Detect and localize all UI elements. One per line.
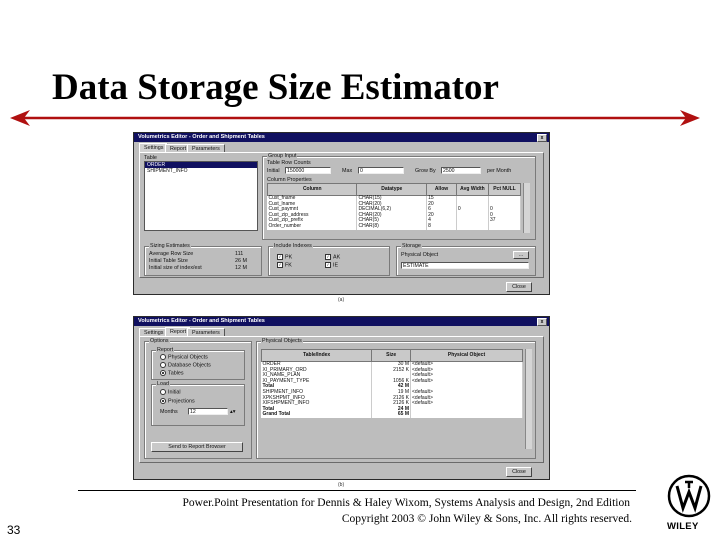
include-indexes-label: Include Indexes bbox=[274, 243, 312, 249]
ie-checkbox[interactable] bbox=[325, 262, 338, 268]
cell: <default> bbox=[411, 379, 523, 385]
cell: 1056 K bbox=[372, 379, 411, 385]
cell: Order_number bbox=[268, 224, 357, 230]
column-header: Allow bbox=[427, 184, 457, 196]
tables-label: Table bbox=[144, 155, 157, 161]
window-a-titlebar bbox=[134, 133, 549, 142]
sizing-estimates-label: Sizing Estimates bbox=[150, 243, 190, 249]
table-header-row bbox=[262, 350, 523, 362]
cell bbox=[488, 224, 520, 230]
figure-caption-a: (a) bbox=[338, 297, 345, 303]
window-b-titlebar bbox=[134, 317, 549, 326]
cell: CHAR(5) bbox=[357, 218, 427, 224]
column-header: Datatype bbox=[357, 184, 427, 196]
months-select[interactable]: 12 bbox=[188, 408, 228, 415]
footer-copyright: Copyright 2003 © John Wiley & Sons, Inc. All rights reserved. bbox=[341, 513, 632, 525]
fk-label: FK bbox=[285, 262, 292, 269]
radio-label: Initial bbox=[168, 389, 181, 396]
column-header: Pct NULL bbox=[488, 184, 520, 196]
cell: Cust_fname bbox=[268, 196, 357, 202]
checkbox-icon: ✓ bbox=[326, 254, 330, 259]
sizing-estimates-group bbox=[144, 243, 262, 276]
radio-selected-icon bbox=[160, 398, 166, 404]
initial-index-size-value: 12 M bbox=[235, 265, 247, 271]
pk-label: PK bbox=[285, 254, 293, 261]
cell bbox=[456, 224, 488, 230]
list-item[interactable]: SHIPMENT_INFO bbox=[147, 168, 188, 174]
table-list[interactable] bbox=[144, 161, 258, 231]
storage-select[interactable]: ESTIMATE bbox=[401, 262, 529, 269]
cell: 0 bbox=[488, 213, 520, 219]
radio-icon bbox=[160, 389, 166, 395]
initial-rows-input[interactable]: 150000 bbox=[285, 167, 331, 174]
options-group bbox=[144, 338, 252, 459]
storage-label: Storage bbox=[402, 243, 421, 249]
ie-label: IE bbox=[333, 262, 339, 269]
radio-label: Projections bbox=[168, 398, 195, 405]
tab-parameters[interactable]: Parameters bbox=[187, 328, 225, 337]
growth-group bbox=[262, 153, 536, 240]
cell: SHIPMENT_INFO bbox=[262, 390, 372, 396]
tab-settings[interactable]: Settings bbox=[139, 328, 168, 337]
cell: CHAR(15) bbox=[357, 196, 427, 202]
cell: <default> bbox=[411, 373, 523, 379]
cell: 0 bbox=[488, 207, 520, 213]
spinner-icon[interactable]: ▴▾ bbox=[230, 409, 236, 415]
column-properties-table[interactable] bbox=[267, 183, 521, 230]
physical-object-label: Physical Object bbox=[401, 252, 439, 258]
column-properties-label: Column Properties bbox=[267, 177, 312, 183]
row-counts-label: Table Row Counts bbox=[267, 160, 311, 166]
cell: 19 M bbox=[372, 390, 411, 396]
cell: CHAR(20) bbox=[357, 213, 427, 219]
avg-row-size-label: Average Row Size bbox=[149, 251, 194, 257]
column-header: Size bbox=[372, 350, 411, 362]
report-subgroup bbox=[151, 347, 245, 380]
table-row[interactable] bbox=[268, 224, 521, 230]
radio-label: Database Objects bbox=[168, 362, 211, 369]
cell: 20 bbox=[427, 202, 457, 208]
close-button[interactable]: Close bbox=[506, 467, 532, 477]
cell: 20 bbox=[427, 213, 457, 219]
cell: Cust_lname bbox=[268, 202, 357, 208]
ak-checkbox[interactable] bbox=[325, 254, 340, 260]
pk-checkbox[interactable] bbox=[277, 254, 292, 260]
radio-icon bbox=[160, 362, 166, 368]
cell: DECIMAL(6,2) bbox=[357, 207, 427, 213]
checkbox-icon: ✓ bbox=[278, 254, 282, 259]
projections-radio[interactable] bbox=[160, 398, 195, 404]
max-rows-input[interactable]: 0 bbox=[358, 167, 404, 174]
tab-report[interactable]: Report bbox=[165, 327, 191, 337]
size-report-table[interactable] bbox=[261, 349, 523, 418]
cell: Grand Total bbox=[262, 412, 372, 418]
cell: 2126 K bbox=[372, 396, 411, 402]
cell: <default> bbox=[411, 368, 523, 374]
cell: Total bbox=[262, 384, 372, 390]
radio-label: Tables bbox=[168, 370, 184, 377]
volumetrics-editor-settings-window bbox=[133, 132, 550, 295]
initial-table-size-label: Initial Table Size bbox=[149, 258, 188, 264]
grow-by-label: Grow By bbox=[415, 168, 436, 174]
footer-credit: Power.Point Presentation for Dennis & Haley Wixom, Systems Analysis and Design, 2nd Edition bbox=[182, 497, 630, 509]
database-objects-radio[interactable] bbox=[160, 362, 211, 368]
table-row[interactable] bbox=[262, 412, 523, 418]
cell: 42 M bbox=[372, 384, 411, 390]
report-label: Report bbox=[157, 347, 174, 353]
column-header: Physical Object bbox=[411, 350, 523, 362]
figure-caption-b: (b) bbox=[338, 482, 345, 488]
cell: Cust_zip_address bbox=[268, 213, 357, 219]
window-a-title: Volumetrics Editor - Order and Shipment Tables bbox=[138, 134, 265, 140]
tab-parameters[interactable]: Parameters bbox=[187, 144, 225, 153]
cell: <default> bbox=[411, 390, 523, 396]
cell: <default> bbox=[411, 401, 523, 407]
checkbox-icon: ✓ bbox=[278, 262, 282, 267]
column-table-scrollbar[interactable] bbox=[523, 183, 530, 233]
radio-icon bbox=[160, 354, 166, 360]
cell: 8 bbox=[427, 224, 457, 230]
cell: CHAR(8) bbox=[357, 224, 427, 230]
cell: <default> bbox=[411, 396, 523, 402]
physical-objects-label: Physical Objects bbox=[262, 338, 302, 344]
radio-selected-icon bbox=[160, 370, 166, 376]
initial-label: Initial bbox=[267, 168, 280, 174]
cell: XI_NAME_PLAN bbox=[262, 373, 372, 379]
cell bbox=[411, 412, 523, 418]
per-month-label: per Month bbox=[487, 168, 512, 174]
cell: ORDER bbox=[262, 362, 372, 368]
slide-number: 33 bbox=[7, 523, 21, 537]
report-panel bbox=[139, 336, 544, 463]
cell: 0 bbox=[456, 207, 488, 213]
footer-divider bbox=[78, 490, 636, 491]
close-icon[interactable]: x bbox=[537, 318, 547, 326]
cell: XIFSHPMENT_INFO bbox=[262, 401, 372, 407]
tables-radio[interactable] bbox=[160, 370, 184, 376]
tab-report[interactable]: Report bbox=[165, 144, 191, 153]
cell: 30 M bbox=[372, 362, 411, 368]
cell: CHAR(20) bbox=[357, 202, 427, 208]
checkbox-icon: ✓ bbox=[326, 262, 330, 267]
cell: Cust_paymnt bbox=[268, 207, 357, 213]
cell: 6 bbox=[427, 207, 457, 213]
options-label: Options bbox=[150, 338, 169, 344]
avg-row-size-value: 111 bbox=[235, 251, 244, 257]
cell: Cust_zip_prefix bbox=[268, 218, 357, 224]
cell: 2126 K bbox=[372, 401, 411, 407]
cell: 15 bbox=[427, 196, 457, 202]
cell: 4 bbox=[427, 218, 457, 224]
cell: XPKSHPMT_INFO bbox=[262, 396, 372, 402]
column-header: Table/Index bbox=[262, 350, 372, 362]
cell: Total bbox=[262, 407, 372, 413]
growth-group-label: Group Input bbox=[268, 153, 297, 159]
close-button[interactable]: Close bbox=[506, 282, 532, 292]
slide-title: Data Storage Size Estimator bbox=[52, 67, 499, 108]
column-header: Avg Width bbox=[456, 184, 488, 196]
tab-settings[interactable]: Settings bbox=[139, 143, 168, 153]
send-to-report-browser-button[interactable]: Send to Report Browser bbox=[151, 442, 243, 452]
close-icon[interactable]: x bbox=[537, 134, 547, 142]
initial-index-size-label: Initial size of index/est bbox=[149, 265, 202, 271]
cell: XI_PAYMENT_TYPE bbox=[262, 379, 372, 385]
include-indexes-group bbox=[268, 243, 390, 276]
initial-radio[interactable] bbox=[160, 389, 181, 395]
table-header-row bbox=[268, 184, 521, 196]
cell: 2152 K bbox=[372, 368, 411, 374]
cell: 24 M bbox=[372, 407, 411, 413]
cell: 37 bbox=[488, 218, 520, 224]
storage-group bbox=[396, 243, 536, 276]
double-arrow-rule bbox=[10, 107, 700, 129]
list-item[interactable]: ORDER bbox=[145, 162, 257, 168]
settings-panel bbox=[139, 152, 544, 278]
physical-objects-radio[interactable] bbox=[160, 354, 208, 360]
initial-table-size-value: 26 M bbox=[235, 258, 247, 264]
months-label: Months bbox=[160, 409, 178, 415]
grow-by-input[interactable]: 2500 bbox=[441, 167, 481, 174]
max-label: Max bbox=[342, 168, 353, 174]
window-b-title: Volumetrics Editor - Order and Shipment Tables bbox=[138, 318, 265, 324]
fk-checkbox[interactable] bbox=[277, 262, 292, 268]
ak-label: AK bbox=[333, 254, 341, 261]
volumetrics-editor-report-window bbox=[133, 316, 550, 480]
cell: 65 M bbox=[372, 412, 411, 418]
load-subgroup bbox=[151, 381, 245, 426]
cell: XI_PRIMARY_ORD bbox=[262, 368, 372, 374]
report-table-scrollbar[interactable] bbox=[525, 349, 532, 449]
column-header: Column bbox=[268, 184, 357, 196]
physical-objects-group bbox=[256, 338, 536, 459]
radio-label: Physical Objects bbox=[168, 354, 208, 361]
browse-button[interactable]: ... bbox=[513, 251, 529, 259]
logo-wordmark: WILEY bbox=[667, 521, 699, 532]
cell: <default> bbox=[411, 362, 523, 368]
load-label: Load bbox=[157, 381, 169, 387]
